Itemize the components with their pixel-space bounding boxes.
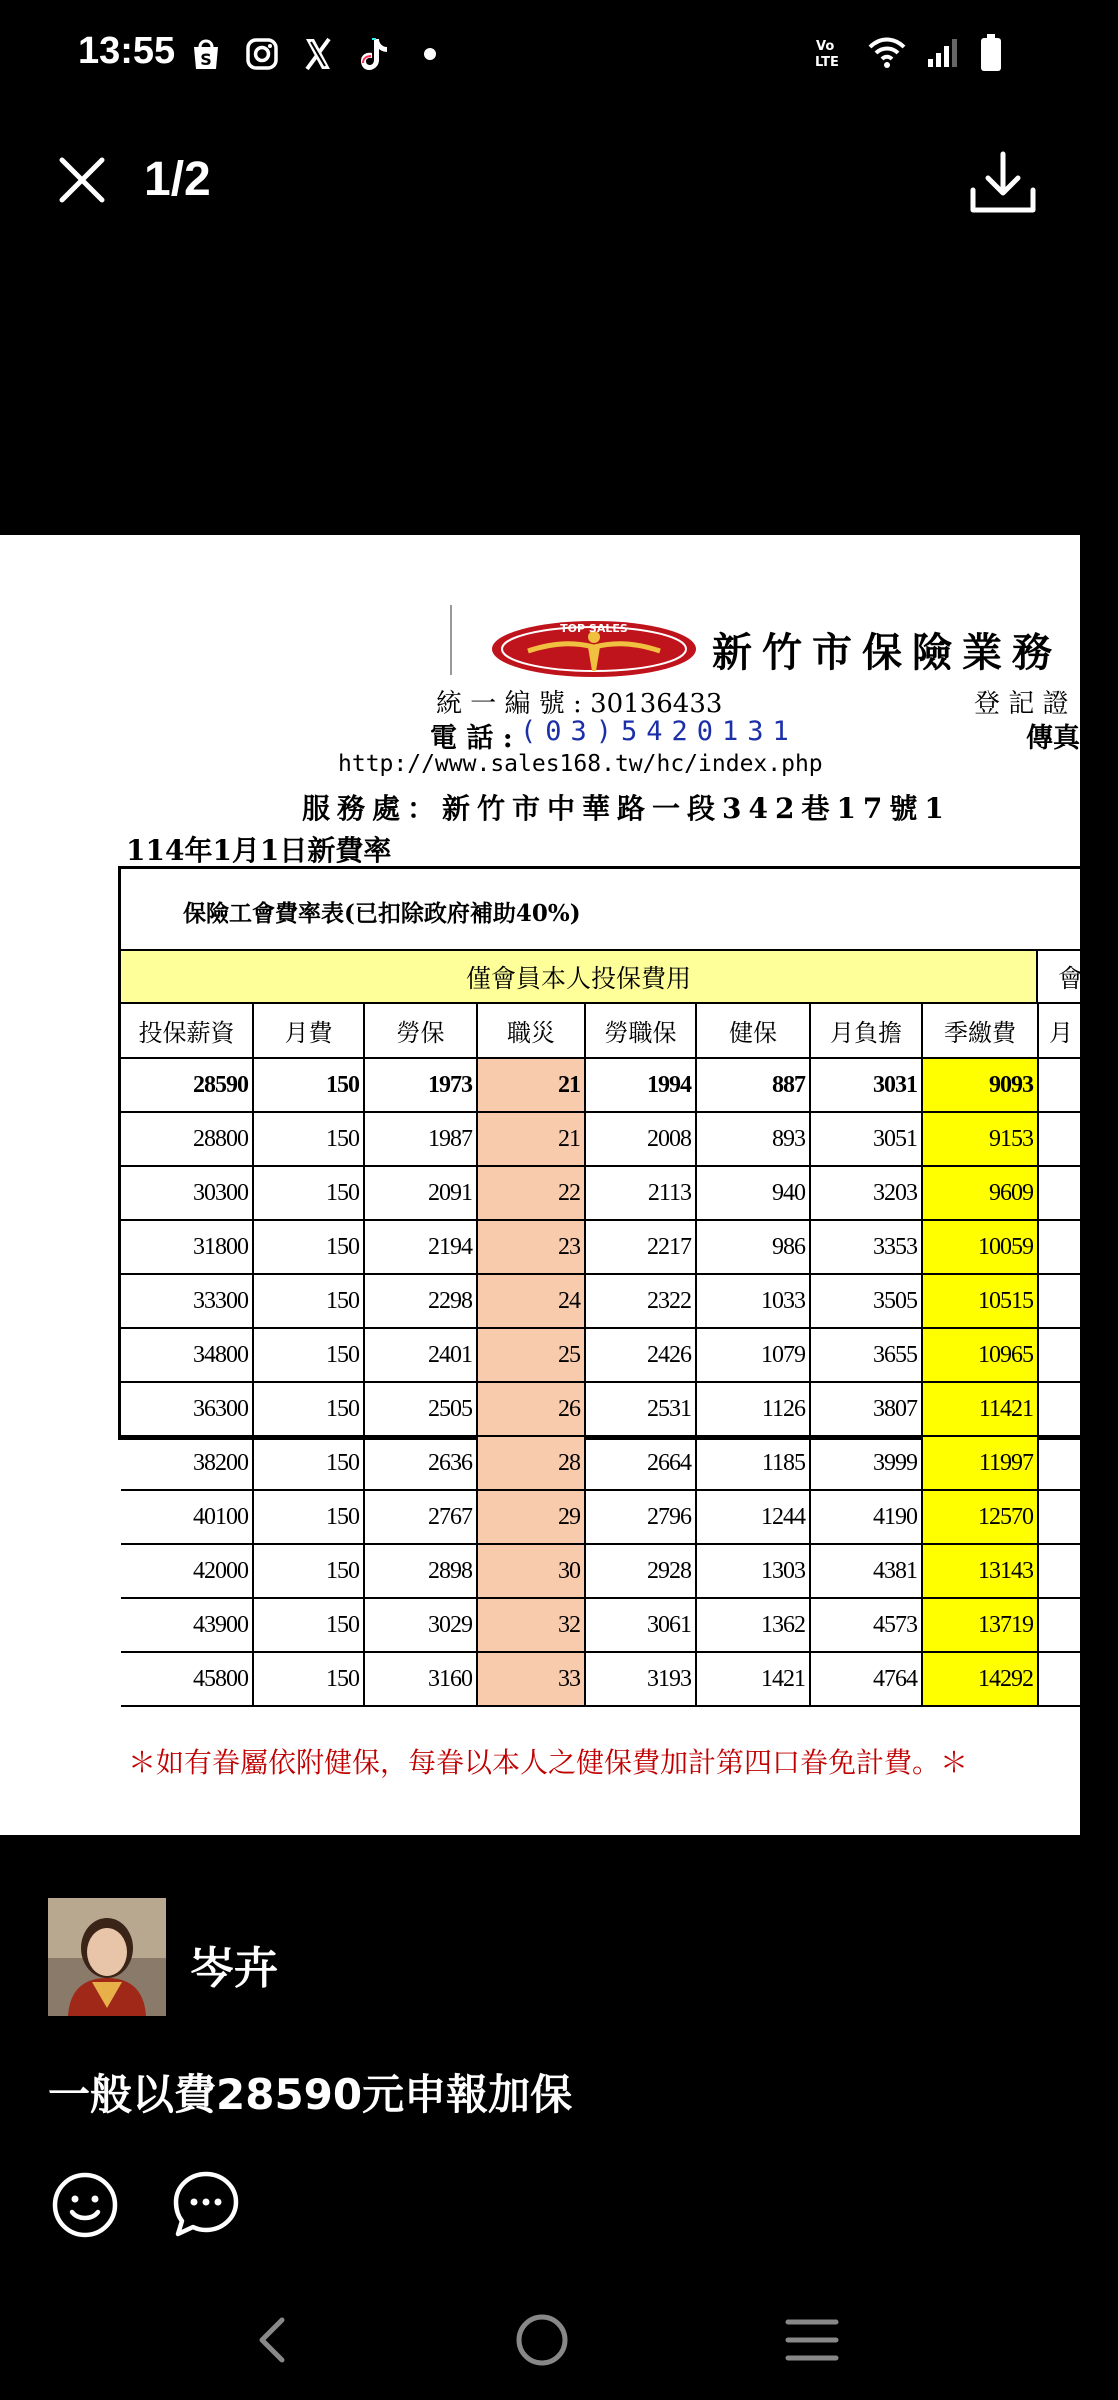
page-counter: 1/2 [144, 153, 211, 206]
table-cell: 150 [253, 1544, 364, 1598]
company-name: 新竹市保險業務 [712, 629, 1062, 676]
column-header: 月費 [253, 1004, 364, 1058]
table-cell: 1973 [364, 1058, 477, 1112]
table-cell: 4764 [810, 1652, 922, 1706]
table-cell: 24 [477, 1274, 585, 1328]
table-cell: 4381 [810, 1544, 922, 1598]
table-cell: 2796 [585, 1490, 696, 1544]
table-cell: 43900 [121, 1598, 253, 1652]
battery-icon [980, 34, 1002, 76]
table-cell: 9153 [922, 1112, 1038, 1166]
table-cell: 11997 [922, 1436, 1038, 1490]
table-cell: 1362 [696, 1598, 810, 1652]
section-header-main: 僅會員本人投保費用 [121, 951, 1038, 1002]
table-cell-cutoff [1038, 1166, 1118, 1220]
comment-icon [170, 2168, 242, 2240]
registration-label: 登 記 證 [974, 689, 1069, 719]
table-cell: 28800 [121, 1112, 253, 1166]
table-cell: 40100 [121, 1490, 253, 1544]
table-cell: 3505 [810, 1274, 922, 1328]
table-row [121, 1328, 1118, 1382]
table-cell: 3160 [364, 1652, 477, 1706]
svg-text:Vo: Vo [816, 39, 835, 54]
table-cell: 4190 [810, 1490, 922, 1544]
table-cell: 2636 [364, 1436, 477, 1490]
author-name[interactable]: 岑卉 [190, 1943, 278, 1994]
table-cell: 3029 [364, 1598, 477, 1652]
column-header: 職災 [477, 1004, 585, 1058]
table-cell: 28590 [121, 1058, 253, 1112]
table-cell-cutoff [1038, 1112, 1118, 1166]
table-cell: 33 [477, 1652, 585, 1706]
table-cell: 3807 [810, 1382, 922, 1436]
volte-icon [814, 36, 848, 74]
table-cell: 1079 [696, 1328, 810, 1382]
table-cell-cutoff [1038, 1436, 1118, 1490]
table-row [121, 1544, 1118, 1598]
column-header: 勞保 [364, 1004, 477, 1058]
table-cell: 2298 [364, 1274, 477, 1328]
table-row [121, 1598, 1118, 1652]
phone-label: 電 話 : [430, 723, 513, 754]
table-cell: 13143 [922, 1544, 1038, 1598]
table-caption [121, 869, 1118, 951]
table-row [121, 1652, 1118, 1706]
status-bar [0, 0, 1080, 110]
column-header: 月 [1038, 1004, 1118, 1058]
table-cell: 38200 [121, 1436, 253, 1490]
table-cell: 3999 [810, 1436, 922, 1490]
table-cell: 1033 [696, 1274, 810, 1328]
download-button[interactable] [964, 144, 1042, 222]
system-nav-bar [0, 2290, 1080, 2400]
table-caption-text: 保險工會費率表(已扣除政府補助40%) [183, 900, 581, 927]
table-cell-cutoff [1038, 1220, 1118, 1274]
table-cell: 36300 [121, 1382, 253, 1436]
address: 服務處：新竹市中華路一段342巷17號1 [302, 792, 951, 825]
close-button[interactable] [52, 150, 112, 210]
table-row [121, 1112, 1118, 1166]
table-cell-cutoff [1038, 1598, 1118, 1652]
table-cell: 2426 [585, 1328, 696, 1382]
table-cell: 3203 [810, 1166, 922, 1220]
table-cell: 11421 [922, 1382, 1038, 1436]
table-cell: 150 [253, 1436, 364, 1490]
table-cell: 2322 [585, 1274, 696, 1328]
table-cell: 1421 [696, 1652, 810, 1706]
table-row [121, 1490, 1118, 1544]
rate-table [121, 1004, 1118, 1707]
table-cell: 986 [696, 1220, 810, 1274]
back-icon [248, 2310, 298, 2370]
table-cell-cutoff [1038, 1544, 1118, 1598]
table-cell: 3193 [585, 1652, 696, 1706]
table-cell: 2531 [585, 1382, 696, 1436]
table-cell-cutoff [1038, 1274, 1118, 1328]
table-cell: 42000 [121, 1544, 253, 1598]
table-cell: 150 [253, 1382, 364, 1436]
nav-recents-button[interactable] [784, 2314, 840, 2366]
table-cell: 1994 [585, 1058, 696, 1112]
table-cell: 2928 [585, 1544, 696, 1598]
table-cell: 13719 [922, 1598, 1038, 1652]
table-cell: 33300 [121, 1274, 253, 1328]
status-app-icons [188, 36, 448, 72]
table-cell: 26 [477, 1382, 585, 1436]
column-header: 健保 [696, 1004, 810, 1058]
table-row [121, 1436, 1118, 1490]
table-cell-cutoff [1038, 1652, 1118, 1706]
x-icon [300, 36, 336, 72]
table-cell: 2217 [585, 1220, 696, 1274]
table-cell: 150 [253, 1490, 364, 1544]
table-cell: 12570 [922, 1490, 1038, 1544]
table-cell: 1185 [696, 1436, 810, 1490]
table-cell: 3655 [810, 1328, 922, 1382]
section-header-row [121, 951, 1118, 1004]
rate-table-box [118, 866, 1118, 1692]
table-cell: 4573 [810, 1598, 922, 1652]
comment-button[interactable] [170, 2168, 242, 2240]
table-cell-cutoff [1038, 1490, 1118, 1544]
table-cell: 150 [253, 1220, 364, 1274]
table-cell: 3353 [810, 1220, 922, 1274]
signal-icon [926, 37, 960, 73]
table-cell: 1126 [696, 1382, 810, 1436]
svg-text:S: S [200, 50, 212, 69]
download-icon [968, 150, 1038, 216]
status-indicators [814, 34, 1002, 76]
table-cell: 3031 [810, 1058, 922, 1112]
author-avatar[interactable] [48, 1898, 166, 2016]
close-icon [57, 155, 107, 205]
table-cell: 21 [477, 1058, 585, 1112]
table-cell: 940 [696, 1166, 810, 1220]
smiley-icon [50, 2170, 120, 2240]
table-cell-cutoff [1038, 1328, 1118, 1382]
table-cell: 21 [477, 1112, 585, 1166]
svg-text:TOP SALES: TOP SALES [560, 622, 628, 635]
table-cell: 2898 [364, 1544, 477, 1598]
post-text: 一般以費28590元申報加保 [48, 2070, 573, 2119]
menu-icon [784, 2314, 840, 2366]
table-row [121, 1166, 1118, 1220]
table-cell-cutoff [1038, 1058, 1118, 1112]
website-url: http://www.sales168.tw/hc/index.php [338, 751, 823, 777]
header-divider [450, 605, 452, 675]
table-cell: 14292 [922, 1652, 1038, 1706]
table-cell: 2091 [364, 1166, 477, 1220]
react-button[interactable] [50, 2170, 120, 2240]
table-cell: 22 [477, 1166, 585, 1220]
table-cell: 150 [253, 1166, 364, 1220]
section-header-next: 會 [1058, 963, 1084, 993]
table-cell: 10515 [922, 1274, 1038, 1328]
table-cell: 2113 [585, 1166, 696, 1220]
table-cell: 30 [477, 1544, 585, 1598]
table-cell: 34800 [121, 1328, 253, 1382]
table-cell: 150 [253, 1598, 364, 1652]
column-header: 季繳費 [922, 1004, 1038, 1058]
table-cell: 2194 [364, 1220, 477, 1274]
wifi-icon [868, 37, 906, 73]
table-cell: 10965 [922, 1328, 1038, 1382]
tiktok-icon [356, 36, 392, 72]
home-icon [514, 2312, 570, 2368]
table-header-row [121, 1004, 1118, 1058]
viewer-toolbar [0, 110, 1080, 250]
table-cell-cutoff [1038, 1382, 1118, 1436]
column-header: 月負擔 [810, 1004, 922, 1058]
table-cell: 2008 [585, 1112, 696, 1166]
table-row [121, 1220, 1118, 1274]
table-cell: 150 [253, 1274, 364, 1328]
table-cell: 45800 [121, 1652, 253, 1706]
table-cell: 31800 [121, 1220, 253, 1274]
table-cell: 3061 [585, 1598, 696, 1652]
table-cell: 893 [696, 1112, 810, 1166]
svg-text:LTE: LTE [815, 55, 839, 70]
table-cell: 2505 [364, 1382, 477, 1436]
table-cell: 1987 [364, 1112, 477, 1166]
table-cell: 9093 [922, 1058, 1038, 1112]
table-cell: 150 [253, 1328, 364, 1382]
nav-back-button[interactable] [248, 2310, 298, 2370]
table-row [121, 1274, 1118, 1328]
instagram-icon [244, 36, 280, 72]
table-cell: 32 [477, 1598, 585, 1652]
table-cell: 30300 [121, 1166, 253, 1220]
column-header: 勞職保 [585, 1004, 696, 1058]
rate-date-title: 114年1月1日新費率 [126, 834, 392, 867]
table-cell: 1303 [696, 1544, 810, 1598]
table-cell: 9609 [922, 1166, 1038, 1220]
table-cell: 3051 [810, 1112, 922, 1166]
table-cell: 10059 [922, 1220, 1038, 1274]
fax-label: 傳真 [1026, 723, 1080, 754]
dot-icon [412, 36, 448, 72]
phone-number: (03)5420131 [520, 716, 798, 747]
table-cell: 150 [253, 1652, 364, 1706]
tax-id: 統 一 編 號 : 30136433 [436, 689, 723, 719]
photo-viewer-image[interactable] [0, 535, 1084, 1835]
table-cell: 29 [477, 1490, 585, 1544]
table-row [121, 1058, 1118, 1112]
column-header: 投保薪資 [121, 1004, 253, 1058]
table-row [121, 1382, 1118, 1436]
table-cell: 2767 [364, 1490, 477, 1544]
table-cell: 23 [477, 1220, 585, 1274]
table-cell: 25 [477, 1328, 585, 1382]
table-cell: 2401 [364, 1328, 477, 1382]
table-cell: 150 [253, 1112, 364, 1166]
table-cell: 1244 [696, 1490, 810, 1544]
table-cell: 2664 [585, 1436, 696, 1490]
footnote: ＊如有眷屬依附健保，每眷以本人之健保費加計第四口眷免計費。＊ [128, 1746, 969, 1779]
table-cell: 28 [477, 1436, 585, 1490]
table-cell: 887 [696, 1058, 810, 1112]
shopee-icon [188, 36, 224, 72]
status-time: 13:55 [78, 30, 176, 72]
nav-home-button[interactable] [514, 2312, 570, 2368]
table-cell: 150 [253, 1058, 364, 1112]
company-logo [488, 617, 700, 679]
